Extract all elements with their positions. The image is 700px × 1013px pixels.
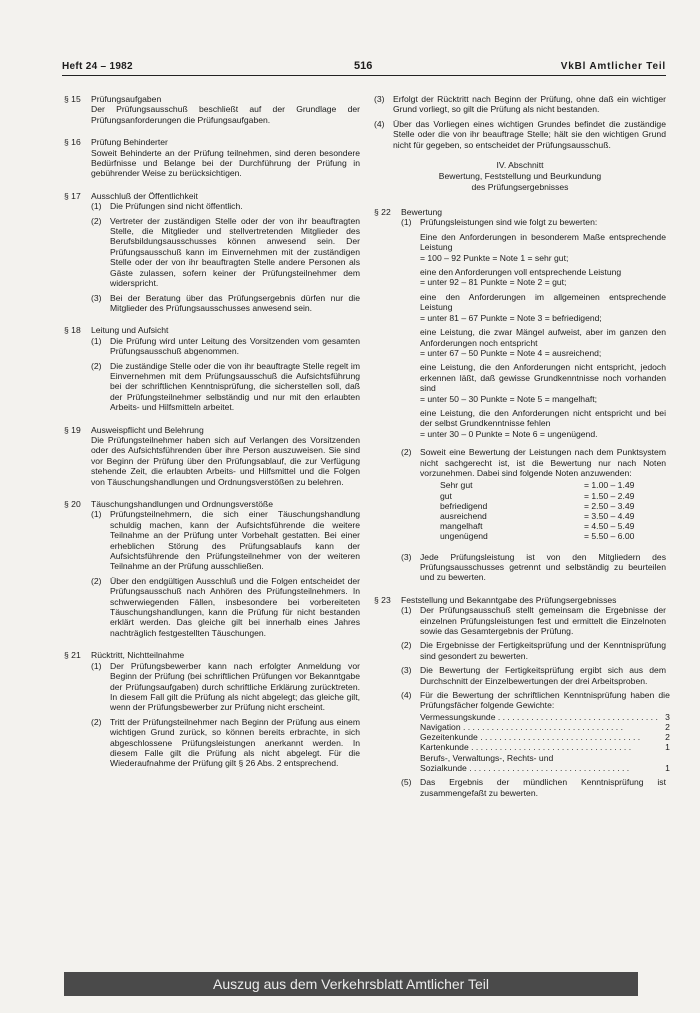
item-number: (3) — [401, 551, 412, 562]
grade-range: = 5.50 – 6.00 — [584, 531, 635, 542]
section-20 — [64, 499, 360, 638]
section-heading — [64, 191, 360, 201]
grade-row — [440, 480, 666, 490]
item-number: (1) — [401, 605, 412, 616]
score-definition — [420, 362, 666, 404]
item-text: Über das Vorliegen eines wichtigen Grundes befindet die zuständige Stelle oder die von ihr beauftrage Stelle; hält sie den wichtigen Grund nicht für gegeben, so entscheidet der Prüfungsausschuß. — [393, 118, 666, 150]
left-column — [64, 94, 360, 781]
item-text: Die Bewertung der Fertigkeitsprüfung ergibt sich aus dem Durchschnitt der Einzelbewertungen der drei Arbeitsproben. — [420, 665, 666, 686]
section-text: Der Prüfungsausschuß beschließt auf der Grundlage der Prüfungsanforderungen die Prüfungsaufgaben. — [91, 104, 360, 125]
paragraph-item — [64, 293, 360, 314]
item-text: Erfolgt der Rücktritt nach Beginn der Prüfung, ohne daß ein wichtiger Grund vorliegt, so gilt die Prüfung als nicht bestanden. — [393, 94, 666, 115]
section-16 — [64, 137, 360, 179]
item-text: Bei der Beratung über das Prüfungsergebnis dürfen nur die Mitglieder des Prüfungsausschusses anwesend sein. — [110, 292, 360, 313]
score-range: = unter 30 – 0 Punkte = Note 6 = ungenügend. — [420, 428, 598, 439]
score-range: = unter 67 – 50 Punkte = Note 4 = ausreichend; — [420, 347, 602, 358]
section-number: § 21 — [64, 650, 81, 661]
weight-row — [420, 732, 670, 742]
section-18 — [64, 325, 360, 412]
footer-banner: Auszug aus dem Verkehrsblatt Amtlicher Teil — [64, 972, 638, 996]
grade-name: ungenügend — [440, 531, 488, 542]
subject-name: Sozialkunde . . . . . . . . . . . . . . . . . . . . . . . . . . . . . . . . . . — [420, 763, 630, 774]
grade-row — [440, 501, 666, 511]
paragraph-item — [374, 690, 670, 774]
score-description: Eine den Anforderungen in besonderem Maße entsprechende Leistung — [420, 231, 666, 253]
section-23 — [374, 594, 670, 798]
section-number: § 16 — [64, 137, 81, 148]
weight-row — [420, 742, 670, 752]
grade-name: befriedigend — [440, 500, 488, 511]
score-definition — [420, 267, 666, 288]
item-text: Das Ergebnis der mündlichen Kenntnisprüfung ist zusammengefaßt zu bewerten. — [420, 777, 666, 798]
paragraph-item — [64, 361, 360, 413]
right-column — [374, 94, 670, 810]
grade-name: ausreichend — [440, 510, 487, 521]
section-heading — [64, 325, 360, 335]
section-title: Feststellung und Bekanntgabe des Prüfungsergebnisses — [401, 594, 617, 605]
chapter-label: IV. Abschnitt — [496, 160, 544, 171]
paragraph-item — [374, 94, 666, 115]
item-text: Die Prüfung wird unter Leitung des Vorsitzenden vom gesamten Prüfungsausschuß abgenommen. — [110, 335, 360, 357]
item-number: (1) — [91, 201, 102, 212]
grade-row — [440, 521, 666, 531]
item-text: Tritt der Prüfungsteilnehmer nach Beginn der Prüfung aus einem wichtigen Grund zurück, so können bereits erbrachte, in sich abgeschlossene Prüfungsleistungen anerkannt werden. In diesem Falle gilt die Prüfung als nicht abgelegt. Für die Wiederaufnahme der Prüfung gilt § 26 Abs. 2 entsprechend. — [110, 716, 360, 769]
item-number: (1) — [91, 509, 102, 520]
paragraph-item — [64, 576, 360, 638]
subject-weight: 2 — [665, 722, 670, 733]
section-heading — [64, 650, 360, 660]
chapter-heading — [374, 160, 666, 193]
subject-name: Vermessungskunde . . . . . . . . . . . . . . . . . . . . . . . . . . . . . . . . . . — [420, 711, 658, 722]
item-number: (2) — [91, 215, 102, 226]
section-heading — [374, 595, 666, 605]
section-15 — [64, 94, 360, 125]
section-title: Prüfungsaufgaben — [91, 94, 162, 104]
item-number: (2) — [401, 640, 412, 651]
item-number: (2) — [91, 716, 102, 727]
section-21 — [64, 650, 360, 768]
subject-name: Kartenkunde . . . . . . . . . . . . . . . . . . . . . . . . . . . . . . . . . . — [420, 742, 632, 753]
score-range: = 100 – 92 Punkte = Note 1 = sehr gut; — [420, 252, 569, 263]
section-heading — [64, 137, 360, 147]
paragraph-item — [374, 552, 666, 583]
section-heading — [64, 94, 360, 104]
paragraph-item — [374, 777, 666, 798]
item-number: (2) — [91, 360, 102, 371]
paragraph-item — [374, 605, 666, 636]
section-number: § 23 — [374, 594, 391, 605]
subject-weight: 1 — [665, 742, 670, 753]
item-text: Die Ergebnisse der Fertigkeitsprüfung und der Kenntnisprüfung sind gesondert zu bewerten. — [420, 640, 666, 661]
issue-label: Heft 24 – 1982 — [62, 61, 133, 72]
paragraph-item — [64, 509, 360, 571]
page-number: 516 — [354, 60, 373, 72]
chapter-title-line: Bewertung, Feststellung und Beurkundung — [438, 171, 602, 182]
item-body — [420, 447, 666, 547]
item-text: Jede Prüfungsleistung ist von den Mitgliedern des Prüfungsausschusses getrennt und selbständig zu beurteilen und zu bewerten. — [420, 551, 666, 583]
score-description: eine Leistung, die zwar Mängel aufweist, aber im ganzen den Anforderungen noch entspricht — [420, 327, 666, 348]
subject-weight: 2 — [665, 732, 670, 743]
item-number: (1) — [401, 217, 412, 228]
weights-list — [420, 712, 670, 773]
item-text: Über den endgültigen Ausschluß und die Folgen entscheidet der Prüfungsausschuß nach Anhören des Prüfungsteilnehmers. In schwerwiegenden Fällen, insbesondere bei vorbereiteten Täuschungshandlungen, kann die Prüfung für nicht bestanden erklärt werden. Das gleiche gilt bei innerhalb eines Jahres nachträglich festgestellten Täuschungen. — [110, 575, 360, 638]
grade-range: = 4.50 – 5.49 — [584, 521, 635, 532]
score-description: eine den Anforderungen im allgemeinen entsprechende Leistung — [420, 291, 666, 313]
grade-row — [440, 511, 666, 521]
score-range: = unter 50 – 30 Punkte = Note 5 = mangelhaft; — [420, 393, 598, 404]
section-title: Ausschluß der Öffentlichkeit — [91, 190, 198, 201]
section-title: Leitung und Aufsicht — [91, 325, 169, 336]
section-number: § 15 — [64, 94, 81, 104]
grade-range: = 1.50 – 2.49 — [584, 490, 635, 501]
grade-name: gut — [440, 490, 452, 501]
subject-name: Gezeitenkunde . . . . . . . . . . . . . . . . . . . . . . . . . . . . . . . . . . — [420, 732, 641, 743]
section-number: § 18 — [64, 325, 81, 336]
paragraph-item — [64, 717, 360, 769]
section-number: § 20 — [64, 499, 81, 509]
section-number: § 22 — [374, 207, 391, 218]
section-17 — [64, 191, 360, 313]
paragraph-item — [374, 640, 666, 661]
weight-row — [420, 763, 670, 773]
item-text: Die Prüfungen sind nicht öffentlich. — [110, 201, 243, 212]
grade-name: mangelhaft — [440, 521, 483, 532]
item-number: (3) — [401, 665, 412, 676]
grade-table — [440, 480, 666, 541]
subject-name: Navigation . . . . . . . . . . . . . . . . . . . . . . . . . . . . . . . . . . — [420, 722, 623, 733]
item-body — [420, 690, 670, 773]
score-description: eine den Anforderungen voll entsprechende Leistung — [420, 267, 622, 278]
section-heading — [64, 425, 360, 435]
section-title: Rücktritt, Nichtteilnahme — [91, 650, 185, 661]
item-number: (4) — [401, 690, 412, 701]
section-title: Täuschungshandlungen und Ordnungsverstöße — [91, 499, 274, 509]
paragraph-item — [64, 336, 360, 357]
grade-range: = 2.50 – 3.49 — [584, 500, 635, 511]
item-text: Der Prüfungsbewerber kann nach erfolgter Anmeldung vor Beginn der Prüfung (bei schriftlichen Prüfungen vor Bekanntgabe der Prüfungsaufgaben) durch schriftliche Erklärung zurücktreten. In diesem Fall gilt die Prüfung als nicht abgelegt; das gleiche gilt, wenn der Prüfungsbewerber zur Prüfung nicht erscheint. — [110, 660, 360, 713]
section-19 — [64, 425, 360, 487]
section-number: § 17 — [64, 190, 81, 201]
item-number: (3) — [374, 94, 385, 104]
paragraph-item — [374, 119, 666, 150]
score-range: = unter 92 – 81 Punkte = Note 2 = gut; — [420, 277, 567, 288]
section-title: Prüfung Behinderter — [91, 137, 168, 148]
grade-row — [440, 531, 666, 541]
item-number: (1) — [91, 660, 102, 671]
score-definition — [420, 232, 666, 263]
subject-name-line: Berufs-, Verwaltungs-, Rechts- und — [420, 752, 554, 763]
item-text: Prüfungsteilnehmern, die sich einer Täuschungshandlung schuldig machen, kann der Aufsichtsführende die weitere Teilnahme an der Prüfung unter Vorbehalt gestatten. Bei einer erheblichen Störung des Prüfungsablaufs kann der Aufsichtsführende den Prüfungsteilnehmer von der weiteren Teilnahme an der Prüfung ausschließen. — [110, 509, 360, 572]
chapter-title-line: des Prüfungsergebnisses — [471, 182, 569, 193]
section-number: § 19 — [64, 424, 81, 435]
score-description: eine Leistung, die den Anforderungen nicht entspricht, jedoch erkennen läßt, daß gewisse Grundkenntnisse noch vorhanden sind — [420, 362, 666, 394]
section-text: Soweit Behinderte an der Prüfung teilnehmen, sind deren besondere Bedürfnisse und Belange bei der Durchführung der Prüfung in gebührender Weise zu berücksichtigen. — [91, 147, 360, 179]
section-21-continued — [374, 94, 666, 150]
score-definition — [420, 292, 666, 323]
grade-row — [440, 491, 666, 501]
page-header — [62, 60, 666, 76]
section-title: Bewertung — [401, 207, 443, 218]
item-number: (2) — [401, 447, 412, 458]
item-number: (2) — [91, 575, 102, 586]
score-definition — [420, 408, 666, 439]
grade-range: = 3.50 – 4.49 — [584, 510, 635, 521]
item-number: (1) — [91, 335, 102, 346]
item-number: (4) — [374, 118, 385, 129]
paragraph-item — [64, 216, 360, 289]
item-intro: Prüfungsleistungen sind wie folgt zu bewerten: — [420, 217, 598, 228]
item-text: Soweit eine Bewertung der Leistungen nach dem Punktsystem nicht sachgerecht ist, ist die Bewertung nur nach Noten vorzunehmen. Dabei sind folgende Noten anzuwenden: — [420, 447, 666, 478]
paragraph-item — [374, 665, 666, 686]
section-title: Ausweispflicht und Belehrung — [91, 424, 204, 435]
score-range: = unter 81 – 67 Punkte = Note 3 = befriedigend; — [420, 312, 602, 323]
item-body — [420, 217, 666, 443]
paragraph-item — [374, 217, 666, 443]
item-text: Die zuständige Stelle oder die von ihr beauftragte Stelle regelt im Einvernehmen mit dem Prüfungsausschuß die Aufsichtsführung bei der schriftlichen Kenntnisprüfung, die sicherstellen soll, daß der Prüfungsteilnehmer selbständig und nur mit den erlaubten Arbeits- und Hilfsmitteln arbeitet. — [110, 360, 360, 413]
section-heading — [374, 207, 666, 217]
paragraph-item — [64, 661, 360, 713]
subject-weight: 1 — [665, 763, 670, 774]
grade-range: = 1.00 – 1.49 — [584, 480, 635, 491]
section-22 — [374, 207, 666, 583]
item-text: Für die Bewertung der schriftlichen Kenntnisprüfung haben die Prüfungsfächer folgende Gewichte: — [420, 690, 670, 711]
item-text: Der Prüfungsausschuß stellt gemeinsam die Ergebnisse der einzelnen Prüfungsleistungen fest und ermittelt die Einzelnoten sowie das Gesamtergebnis der Prüfung. — [420, 605, 666, 637]
weight-row — [420, 722, 670, 732]
weight-row — [420, 712, 670, 722]
section-heading — [64, 499, 360, 509]
section-text: Die Prüfungsteilnehmer haben sich auf Verlangen des Vorsitzenden oder des Aufsichtsführenden über ihre Person auszuweisen. Sie sind vor Beginn der Prüfung über den Prüfungsablauf, die zur Verfügung stehende Zeit, die erlaubten Arbeits- und Hilfsmittel und die Folgen von Täuschungshandlungen und Ordnungsverstößen zu belehren. — [91, 434, 360, 487]
item-number: (3) — [91, 292, 102, 303]
item-text: Vertreter der zuständigen Stelle oder der von ihr beauftragten Stelle, die Mitglieder und stellvertretenden Mitglieder des Berufsbildungsausschusses können anwesend sein. Der Prüfungsausschuß kann im Einvernehmen mit der zuständigen Stelle oder der von ihr beauftragten Stelle andere Personen als Gäste zulassen, sofern keiner der Prüfungsteilnehmer dem widerspricht. — [110, 215, 360, 289]
paragraph-item — [64, 201, 360, 211]
subject-weight: 3 — [665, 711, 670, 722]
score-definition — [420, 327, 666, 358]
grade-name: Sehr gut — [440, 480, 473, 491]
paragraph-item — [374, 447, 666, 547]
publication-label: VkBl Amtlicher Teil — [560, 61, 666, 72]
score-description: eine Leistung, die den Anforderungen nicht entspricht und bei der selbst Grundkenntnisse fehlen — [420, 407, 666, 429]
item-number: (5) — [401, 777, 412, 788]
